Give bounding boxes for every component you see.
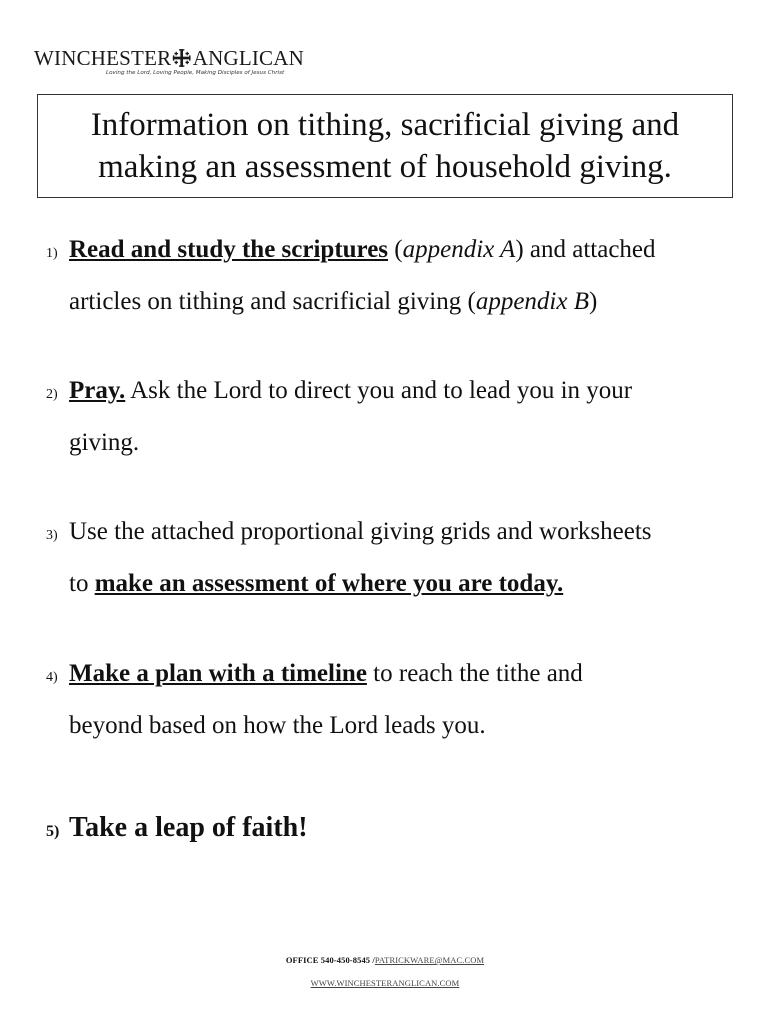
step-4-rest: to reach the tithe and	[366, 660, 583, 687]
logo-tagline: Loving the Lord, Loving People, Making Disciples of Jesus Christ	[106, 70, 285, 76]
church-logo	[34, 44, 304, 76]
footer-website	[0, 978, 770, 988]
step-4-emphasis: Make a plan with a timeline	[69, 660, 367, 687]
step-2	[46, 367, 736, 467]
step-1-line-2-start: articles on tithing and sacrificial giving (	[69, 288, 476, 315]
step-1-line-2	[46, 278, 736, 326]
step-1-line-2-end: )	[589, 288, 598, 315]
step-5	[46, 804, 736, 856]
step-1	[46, 226, 736, 326]
step-3-emphasis: make an assessment of where you are today.	[94, 570, 564, 597]
title-line-2: making an assessment of household giving.	[98, 149, 672, 185]
step-2-emphasis: Pray.	[69, 377, 126, 404]
step-number: 2)	[46, 387, 58, 402]
step-2-line-2: giving.	[69, 429, 140, 456]
logo-wordmark	[34, 44, 304, 72]
footer-email-link[interactable]: PATRICKWARE@MAC.COM	[374, 955, 485, 965]
step-2-line-1	[46, 367, 736, 419]
step-number: 5)	[46, 823, 60, 840]
step-1-after-a: ) and attached	[515, 236, 656, 263]
step-1-paren-open: (	[388, 236, 403, 263]
logo-name-left: WINCHESTER	[34, 46, 172, 70]
step-3-line-2	[46, 560, 736, 608]
step-1-line-1	[46, 226, 736, 278]
step-1-emphasis: Read and study the scriptures	[69, 236, 389, 263]
step-2-rest: Ask the Lord to direct you and to lead you in your	[125, 377, 633, 404]
step-1-appendix-b: appendix B	[475, 288, 589, 315]
step-number: 1)	[46, 246, 58, 261]
step-1-appendix-a: appendix A	[402, 236, 516, 263]
footer-office-phone: OFFICE 540-450-8545 /	[285, 955, 375, 965]
step-4	[46, 650, 736, 750]
title-box	[37, 94, 733, 198]
footer-contact	[0, 955, 770, 965]
step-4-line-2: beyond based on how the Lord leads you.	[69, 712, 486, 739]
step-3-line-2-start: to	[69, 570, 95, 597]
step-3-line-1	[46, 508, 736, 560]
step-number: 3)	[46, 528, 58, 543]
step-3-text: Use the attached proportional giving grids and worksheets	[69, 518, 652, 545]
step-5-text: Take a leap of faith!	[69, 812, 308, 843]
title-line-1: Information on tithing, sacrificial giving and	[90, 107, 680, 143]
logo-name-right: ANGLICAN	[192, 46, 304, 70]
step-3	[46, 508, 736, 608]
footer-website-link[interactable]: WWW.WINCHESTERANGLICAN.COM	[310, 978, 460, 988]
step-4-line-1	[46, 650, 736, 702]
jerusalem-cross-icon	[172, 47, 191, 69]
step-5-line-1	[46, 804, 736, 856]
step-number: 4)	[46, 670, 58, 685]
